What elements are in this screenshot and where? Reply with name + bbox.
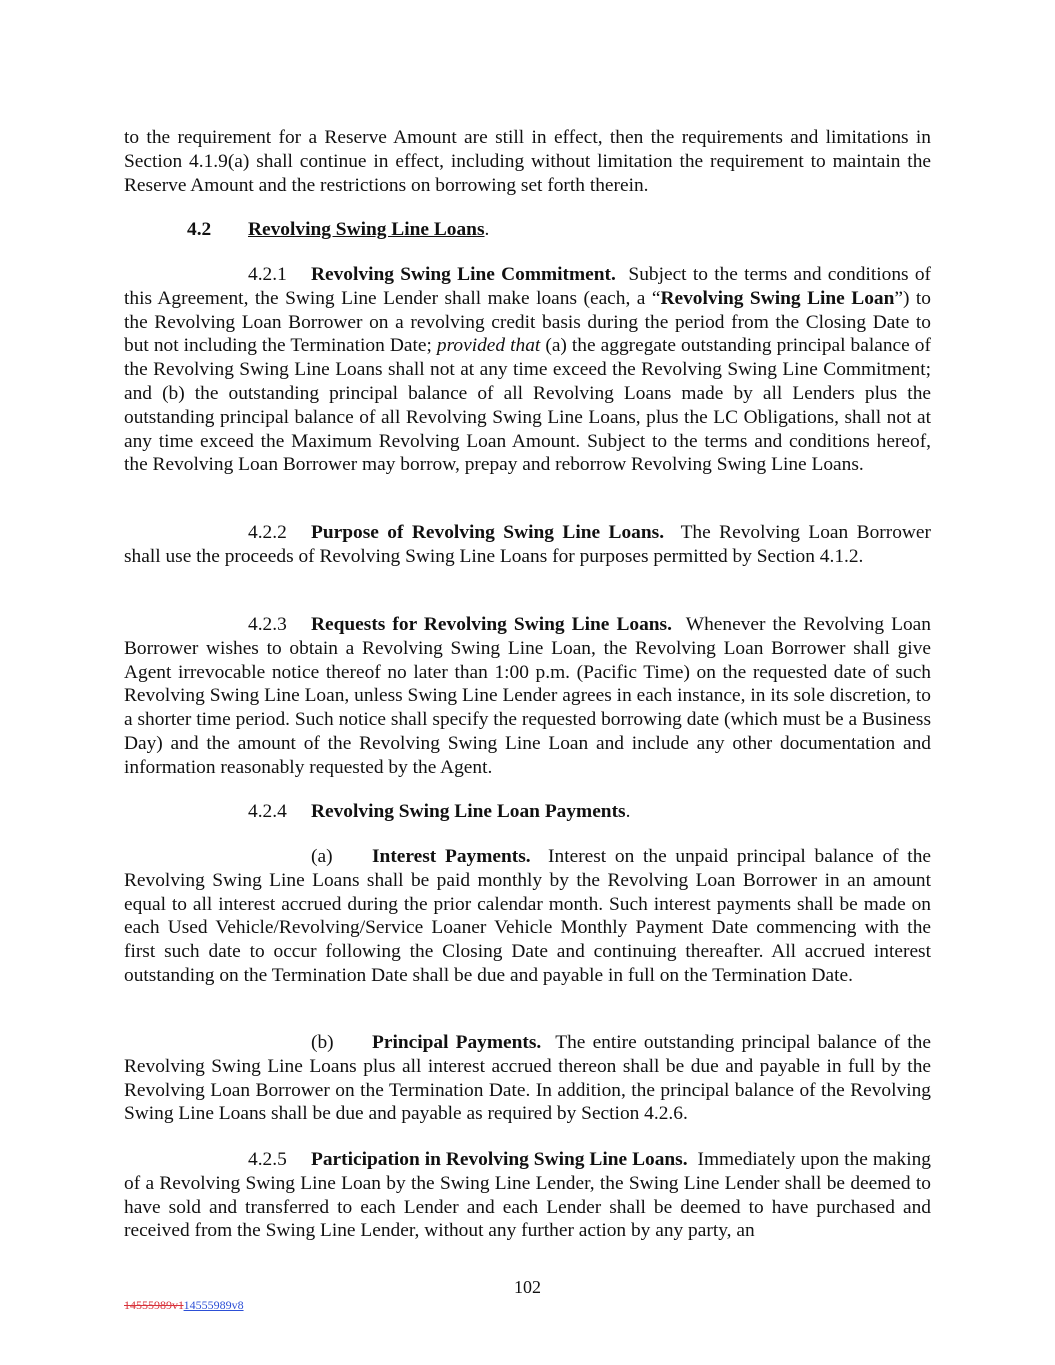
paragraph-4-2-5 xyxy=(124,1148,931,1243)
clause-heading: Requests for Revolving Swing Line Loans. xyxy=(311,614,672,635)
intro-paragraph xyxy=(124,126,931,197)
defined-term: Revolving Swing Line Loan xyxy=(660,287,895,309)
clause-number: 4.2.5 xyxy=(248,1149,287,1170)
clause-heading: Participation in Revolving Swing Line Loans. xyxy=(311,1149,688,1170)
subclause-label: (a) xyxy=(311,846,333,867)
clause-text: (a) the aggregate outstanding principal balance of the Revolving Swing Line Loans shall not at any time exceed the Revolving Swing Line Commitment; and (b) the outstanding principal balance of all Revolving Loans made by all Lenders plus the outstanding principal balance of all Revolving Swing Line Loans, plus the LC Obligations, shall not at any time exceed the Maximum Revolving Loan Amount. Subject to the terms and conditions hereof, the Revolving Loan Borrower may borrow, prepay and reborrow Revolving Swing Line Loans. xyxy=(124,335,931,476)
paragraph-4-2-4-b xyxy=(124,1031,931,1126)
subclause-text: Interest on the unpaid principal balance of the Revolving Swing Line Loans shall be paid monthly by the Revolving Loan Borrower in an amount equal to all interest accrued during the prior calendar month. Such interest payments shall be made on each Used Vehicle/Revolving/Service Loaner Vehicle Monthly Payment Date commencing with the first such date to occur following the Closing Date and continuing thereafter. All accrued interest outstanding on the Termination Date shall be due and payable in full on the Termination Date. xyxy=(124,846,931,986)
clause-heading: Purpose of Revolving Swing Line Loans. xyxy=(311,522,665,543)
document-id xyxy=(124,1298,244,1312)
subclause-label: (b) xyxy=(311,1032,334,1053)
clause-text: The Revolving Loan Borrower shall use the proceeds of Revolving Swing Line Loans for purposes permitted by Section 4.1.2. xyxy=(124,522,931,567)
clause-text: Subject to the terms and conditions of this Agreement, the Swing Line Lender shall make loans (each, a “ xyxy=(124,264,932,309)
page-number: 102 xyxy=(514,1277,541,1297)
proviso-text: provided that xyxy=(436,335,541,357)
paragraph-4-2-2 xyxy=(124,521,931,569)
paragraph-4-2-1 xyxy=(124,263,931,477)
intro-text: to the requirement for a Reserve Amount are still in effect, then the requirements and limitations in Section 4.1.9(a) shall continue in effect, including without limitation the requirement to maintain the Reserve Amount and the restrictions on borrowing set forth therein. xyxy=(124,127,931,196)
section-heading xyxy=(187,218,489,242)
clause-text: Whenever the Revolving Loan Borrower wishes to obtain a Revolving Swing Line Loan, the Revolving Loan Borrower shall give Agent irrevocable notice thereof no later than 1:00 p.m. (Pacific Time) on the requested date of such Revolving Swing Line Loan, unless Swing Line Lender agrees in each instance, in its sole discretion, to a shorter time period. Such notice shall specify the requested borrowing date (which must be a Business Day) and the amount of the Revolving Swing Line Loan and include any other documentation and information reasonably requested by the Agent. xyxy=(124,614,931,778)
subclause-heading: Principal Payments. xyxy=(372,1032,542,1053)
section-number: 4.2 xyxy=(187,219,212,240)
clause-number: 4.2.2 xyxy=(248,522,287,543)
clause-heading-suffix: . xyxy=(625,801,631,822)
clause-text: Immediately upon the making of a Revolving Swing Line Loan by the Swing Line Lender, the Swing Line Lender shall be deemed to have sold and transferred to each Lender and each Lender shall be deemed to have purchased and received from the Swing Line Lender, without any further action by any party, an xyxy=(124,1149,932,1242)
clause-number: 4.2.1 xyxy=(248,264,287,285)
clause-heading: Revolving Swing Line Commitment. xyxy=(311,264,616,285)
clause-number: 4.2.3 xyxy=(248,614,287,635)
section-title-suffix: . xyxy=(484,219,490,240)
clause-text: ”) to the Revolving Loan Borrower on a revolving credit basis during the period from the Closing Date to but not including the Termination Date; xyxy=(124,287,932,357)
paragraph-4-2-4-a xyxy=(124,845,931,988)
clause-number: 4.2.4 xyxy=(248,801,287,822)
subclause-heading: Interest Payments. xyxy=(372,846,531,867)
subclause-text: The entire outstanding principal balance of the Revolving Swing Line Loans plus all interest accrued thereon shall be due and payable in full by the Revolving Loan Borrower on the Termination Date. In addition, the principal balance of the Revolving Swing Line Loans shall be due and payable as required by Section 4.2.6. xyxy=(124,1032,931,1125)
document-id-inserted: 14555989v8 xyxy=(183,1298,244,1312)
clause-heading: Revolving Swing Line Loan Payments xyxy=(311,801,626,822)
paragraph-4-2-4 xyxy=(124,800,931,824)
document-id-deleted: 14555989v1 xyxy=(124,1298,184,1312)
section-title: Revolving Swing Line Loans xyxy=(248,219,485,240)
paragraph-4-2-3 xyxy=(124,613,931,780)
